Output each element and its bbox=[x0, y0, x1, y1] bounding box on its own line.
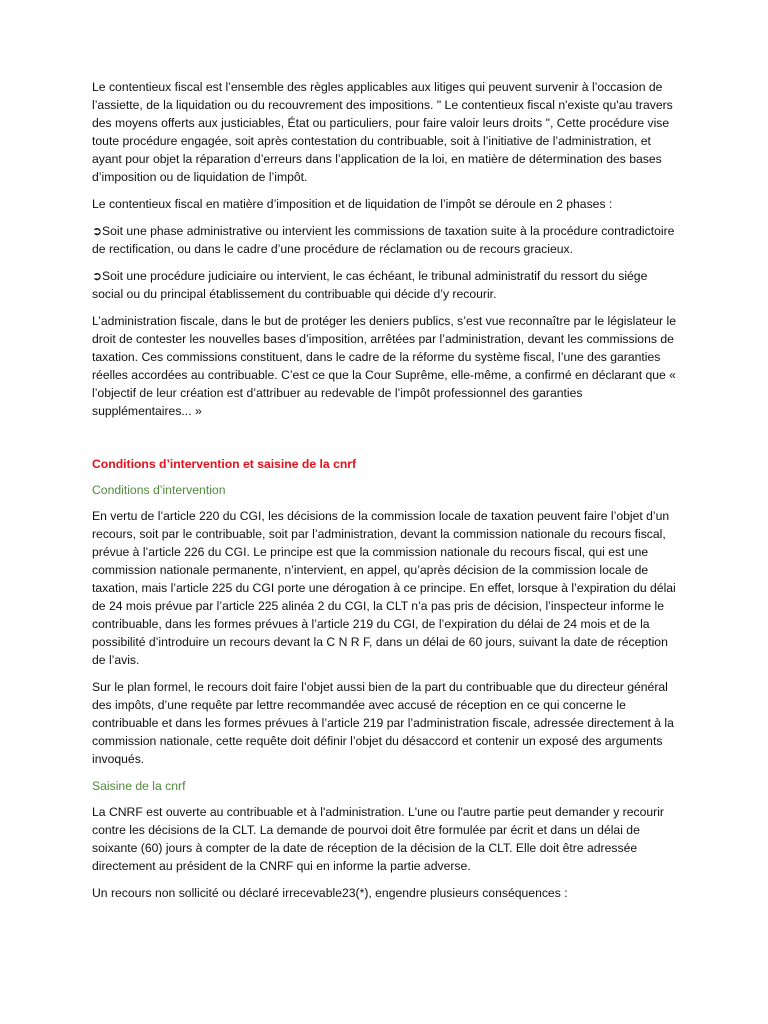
spacer bbox=[92, 429, 676, 455]
bullet-text: Soit une phase administrative ou intervient les commissions de taxation suite à la procédure contradictoire de rectification, ou dans le cadre d’une procédure de réclamation ou de recours gracieux. bbox=[92, 224, 675, 256]
document-page bbox=[92, 78, 676, 911]
arrow-bullet-icon: ➲ bbox=[92, 224, 103, 238]
subsection-heading-saisine: Saisine de la cnrf bbox=[92, 779, 186, 793]
bullet-text: Soit une procédure judiciaire ou intervient, le cas échéant, le tribunal administratif du ressort du siége social ou du principal établissement du contribuable qui décide d’y recourir. bbox=[92, 269, 648, 301]
intro-paragraph-1: Le contentieux fiscal est l’ensemble des règles applicables aux litiges qui peuvent survenir à l’occasion de l’assiette, de la liquidation ou du recouvrement des impositions. " Le contentieux fiscal n'existe qu'au travers des moyens offerts aux justiciables, État ou particuliers, pour faire valoir leurs droits ", Cette procédure vise toute procédure engagée, soit après contestation du contribuable, soit à l’initiative de l’administration, et ayant pour objet la réparation d’erreurs dans l’application de la loi, en matière de détermination des bases d’imposition ou de liquidation de l’impôt. bbox=[92, 80, 673, 184]
paragraph-after-bullets: L’administration fiscale, dans le but de protéger les deniers publics, s’est vue reconnaître par le législateur le droit de contester les nouvelles bases d’imposition, arrêtées par l’administration, devant les commissions de taxation. Ces commissions constituent, dans le cadre de la réforme du système fiscal, l’une des garanties réelles accordées au contribuable. C’est ce que la Cour Suprême, elle-même, a confirmé en déclarant que « l’objectif de leur création est d’attribuer au redevable de l’impôt professionnel des garanties supplémentaires... » bbox=[92, 314, 676, 418]
subsection1-paragraph-2: Sur le plan formel, le recours doit faire l’objet aussi bien de la part du contribuable que du directeur général des impôts, d’une requête par lettre recommandée avec accusé de réception en ce qui concerne le contribuable et dans les formes prévues à l’article 219 par l’administration fiscale, adressée directement à la commission nationale, cette requête doit définir l’objet du désaccord et contenir un exposé des arguments invoqués. bbox=[92, 680, 674, 766]
subsection1-paragraph-1: En vertu de l’article 220 du CGI, les décisions de la commission locale de taxation peuvent faire l’objet d’un recours, soit par le contribuable, soit par l’administration, devant la commission nationale du recours fiscal, prévue à l’article 226 du CGI. Le principe est que la commission nationale du recours fiscal, qui est une commission nationale permanente, n’intervient, en appel, qu’après décision de la commission locale de taxation, mais l’article 225 du CGI porte une dérogation à ce principe. En effet, lorsque à l’expiration du délai de 24 mois prévue par l’article 225 alinéa 2 du CGI, la CLT n’a pas pris de décision, l’inspecteur informe le contribuable, dans les formes prévues à l’article 219 du CGI, de l’expiration du délai de 24 mois et de la possibilité d’introduire un recours devant la C N R F, dans un délai de 60 jours, suivant la date de réception de l’avis. bbox=[92, 509, 676, 667]
bullet-item bbox=[92, 267, 676, 303]
subsection2-paragraph-1: La CNRF est ouverte au contribuable et à l'administration. L'une ou l'autre partie peut demander y recourir contre les décisions de la CLT. La demande de pourvoi doit être formulée par écrit et dans un délai de soixante (60) jours à compter de la date de réception de la décision de la CLT. Elle doit être adressée directement au président de la CNRF qui en informe la partie adverse. bbox=[92, 805, 664, 873]
bullet-item bbox=[92, 222, 676, 258]
subsection2-paragraph-2: Un recours non sollicité ou déclaré irrecevable23(*), engendre plusieurs conséquences : bbox=[92, 886, 568, 900]
subsection-heading-conditions: Conditions d’intervention bbox=[92, 483, 226, 497]
intro-paragraph-2: Le contentieux fiscal en matière d’imposition et de liquidation de l’impôt se déroule en 2 phases : bbox=[92, 197, 613, 211]
section-heading: Conditions d’intervention et saisine de la cnrf bbox=[92, 457, 357, 471]
arrow-bullet-icon: ➲ bbox=[92, 269, 103, 283]
